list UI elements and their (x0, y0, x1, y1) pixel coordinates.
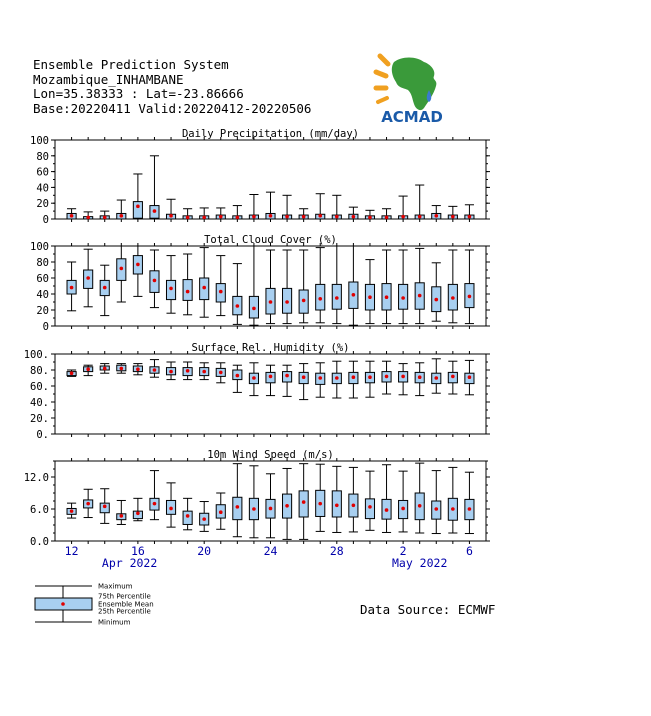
box-day-21 (399, 250, 408, 324)
mean-marker (269, 300, 273, 304)
mean-marker (236, 304, 240, 308)
mean-marker (269, 214, 273, 218)
mean-marker (285, 215, 289, 219)
box-day-11 (233, 264, 242, 325)
box-day-7 (166, 362, 175, 380)
mean-marker (468, 507, 472, 511)
mean-marker (418, 294, 422, 298)
box-day-24 (448, 361, 457, 394)
mean-marker (302, 375, 306, 379)
box-day-1 (67, 503, 76, 518)
mean-marker (252, 215, 256, 219)
y-tick-label: 100. (23, 349, 49, 361)
mean-marker (120, 214, 124, 218)
y-tick-label: 60 (36, 166, 49, 179)
box-day-23 (432, 206, 441, 219)
box-day-25 (465, 250, 474, 324)
y-tick-label: 60 (36, 273, 49, 285)
box-day-18 (349, 467, 358, 532)
box-day-20 (382, 361, 391, 394)
box-day-19 (365, 471, 374, 530)
box-day-3 (100, 211, 109, 219)
mean-marker (236, 216, 240, 220)
mean-marker (468, 375, 472, 379)
mean-marker (385, 295, 389, 299)
box-day-23 (432, 263, 441, 321)
mean-marker (269, 375, 273, 379)
mean-marker (136, 205, 140, 209)
box-day-17 (332, 361, 341, 398)
legend (35, 583, 154, 627)
panel-title: 10m Wind Speed (m/s) (207, 449, 334, 461)
y-tick-label: 60. (30, 381, 49, 393)
box-day-13 (266, 474, 275, 538)
mean-marker (451, 507, 455, 511)
mean-marker (136, 263, 140, 267)
box-day-12 (249, 363, 258, 396)
mean-marker (252, 307, 256, 311)
y-tick-label: 40 (36, 289, 49, 301)
mean-marker (219, 215, 223, 219)
box-day-16 (316, 194, 325, 219)
box-day-6 (150, 156, 159, 219)
box-day-20 (382, 209, 391, 219)
mean-marker (202, 517, 206, 521)
box-day-25 (465, 205, 474, 219)
box-day-1 (67, 209, 76, 219)
mean-marker (169, 370, 173, 374)
mean-marker (169, 507, 173, 511)
mean-marker (70, 286, 74, 290)
box-day-6 (150, 471, 159, 520)
y-tick-label: 0 (42, 321, 49, 333)
mean-marker (86, 367, 90, 371)
box-day-17 (332, 466, 341, 532)
box-day-8 (183, 209, 192, 219)
legend-p25-label: 25th Percentile (98, 607, 151, 616)
box-day-20 (382, 250, 391, 324)
mean-marker (285, 374, 289, 378)
panel-2 (30, 234, 490, 333)
mean-marker (136, 511, 140, 515)
mean-marker (186, 216, 190, 220)
box-day-14 (283, 250, 292, 324)
mean-marker (368, 375, 372, 379)
mean-marker (352, 215, 356, 219)
data-source: Data Source: ECMWF (360, 602, 496, 617)
mean-marker (169, 214, 173, 218)
box-day-8 (183, 362, 192, 380)
legend-mean-label: Ensemble Mean (98, 600, 154, 609)
box-day-11 (233, 464, 242, 537)
y-tick-label: 20. (30, 413, 49, 425)
box-day-22 (415, 185, 424, 219)
mean-marker (120, 367, 124, 371)
mean-marker (352, 503, 356, 507)
box-day-14 (283, 195, 292, 219)
title-line: Ensemble Prediction System (33, 57, 229, 72)
iqr-box (365, 499, 374, 519)
box-day-16 (316, 363, 325, 397)
box-day-19 (365, 210, 374, 219)
box-day-21 (399, 471, 408, 532)
mean-marker (269, 507, 273, 511)
y-tick-label: 100 (30, 241, 49, 253)
mean-marker (401, 375, 405, 379)
mean-marker (120, 267, 124, 271)
box-day-25 (465, 472, 474, 533)
panel-title: Surface Rel. Humidity (%) (191, 342, 350, 354)
box-day-5 (133, 246, 142, 296)
mean-marker (385, 216, 389, 220)
legend-minimum-label: Minimum (98, 618, 131, 627)
iqr-box (183, 511, 192, 524)
mean-marker (368, 295, 372, 299)
box-day-18 (349, 246, 358, 325)
mean-marker (120, 514, 124, 518)
mean-marker (401, 215, 405, 219)
mean-marker (70, 509, 74, 513)
panel-3 (24, 342, 490, 441)
y-tick-label: 0. (36, 429, 49, 441)
box-day-13 (266, 192, 275, 219)
month-label: May 2022 (391, 556, 448, 570)
box-day-10 (216, 363, 225, 383)
mean-marker (285, 300, 289, 304)
box-day-22 (415, 248, 424, 323)
mean-marker (335, 376, 339, 380)
iqr-box (133, 202, 142, 219)
box-day-15 (299, 250, 308, 323)
mean-marker (70, 371, 74, 375)
box-day-9 (200, 363, 209, 380)
y-tick-label: 12.0 (23, 472, 49, 484)
mean-marker (202, 286, 206, 290)
iqr-box (299, 491, 308, 517)
coordinates-line: Lon=35.38333 : Lat=-23.86666 (33, 86, 244, 101)
mean-marker (434, 298, 438, 302)
box-day-12 (249, 195, 258, 219)
mean-marker (451, 215, 455, 219)
box-day-3 (100, 364, 109, 374)
y-tick-label: 0 (42, 214, 49, 226)
box-day-24 (448, 467, 457, 533)
box-day-9 (200, 248, 209, 318)
box-day-6 (150, 360, 159, 378)
mean-marker (418, 504, 422, 508)
y-tick-label: 80. (30, 365, 49, 377)
box-day-10 (216, 208, 225, 219)
box-day-6 (150, 250, 159, 308)
y-tick-label: 40. (30, 397, 49, 409)
box-day-22 (415, 463, 424, 533)
box-day-16 (316, 248, 325, 323)
box-day-25 (465, 360, 474, 394)
box-day-19 (365, 260, 374, 324)
box-day-2 (84, 365, 93, 375)
mean-marker (318, 214, 322, 218)
box-day-14 (283, 468, 292, 539)
panel-1 (30, 128, 490, 226)
mean-marker (70, 214, 74, 218)
x-tick-label: 2 (399, 544, 407, 558)
y-tick-label: 100 (30, 135, 49, 147)
box-day-2 (84, 249, 93, 307)
mean-marker (302, 215, 306, 219)
mean-marker (385, 375, 389, 379)
mean-marker (219, 510, 223, 514)
box-day-3 (100, 265, 109, 315)
y-tick-label: 20 (36, 305, 49, 317)
mean-marker (236, 374, 240, 378)
box-day-15 (299, 364, 308, 400)
mean-marker (103, 505, 107, 509)
mean-marker (385, 508, 389, 512)
mean-marker (451, 375, 455, 379)
mean-marker (186, 369, 190, 373)
y-tick-label: 40 (36, 182, 49, 195)
box-day-23 (432, 471, 441, 534)
box-day-18 (349, 361, 358, 398)
box-day-13 (266, 365, 275, 395)
mean-marker (86, 502, 90, 506)
box-day-22 (415, 363, 424, 396)
box-day-24 (448, 206, 457, 219)
x-tick-label: 12 (64, 544, 79, 558)
mean-marker (451, 296, 455, 300)
mean-marker (335, 503, 339, 507)
mean-marker (368, 505, 372, 509)
mean-marker (401, 296, 405, 300)
x-tick-label: 20 (197, 544, 212, 558)
box-day-15 (299, 209, 308, 219)
logo-text: ACMAD (381, 108, 443, 126)
box-day-20 (382, 465, 391, 533)
x-tick-label: 16 (130, 544, 145, 558)
legend-maximum-label: Maximum (98, 582, 133, 591)
base-valid-line: Base:20220411 Valid:20220412-20220506 (33, 100, 312, 116)
x-tick-label: 28 (329, 544, 344, 558)
mean-marker (318, 502, 322, 506)
mean-marker (318, 376, 322, 380)
mean-marker (335, 215, 339, 219)
mean-marker (302, 299, 306, 303)
mean-marker (302, 500, 306, 504)
box-day-2 (84, 489, 93, 517)
box-day-7 (166, 483, 175, 527)
mean-marker (153, 502, 157, 506)
mean-marker (202, 216, 206, 220)
mean-marker (434, 376, 438, 380)
box-day-17 (332, 195, 341, 219)
box-day-11 (233, 365, 242, 392)
mean-marker (468, 295, 472, 299)
y-tick-label: 80 (36, 150, 49, 163)
box-day-12 (249, 246, 258, 325)
y-tick-label: 0.0 (30, 536, 49, 548)
mean-marker (368, 216, 372, 220)
mean-marker (335, 296, 339, 300)
mean-marker (401, 507, 405, 511)
box-day-12 (249, 466, 258, 538)
panel-title: Daily Precipitation (mm/day) (181, 128, 360, 140)
box-day-7 (166, 256, 175, 314)
box-day-23 (432, 359, 441, 393)
mean-marker (236, 505, 240, 509)
mean-marker (86, 216, 90, 220)
mean-marker (434, 507, 438, 511)
panel-title: Total Cloud Cover (%) (204, 234, 337, 246)
box-day-8 (183, 254, 192, 315)
box-day-18 (349, 207, 358, 219)
box-day-10 (216, 493, 225, 529)
mean-marker (352, 375, 356, 379)
y-tick-label: 20 (36, 198, 49, 211)
box-day-5 (133, 174, 142, 219)
mean-marker (186, 514, 190, 518)
mean-marker (219, 371, 223, 375)
legend-p75-label: 75th Percentile (98, 592, 151, 601)
mean-marker (103, 216, 107, 220)
box-day-9 (200, 502, 209, 532)
mean-marker (252, 507, 256, 511)
month-label: Apr 2022 (101, 556, 158, 570)
box-day-21 (399, 364, 408, 395)
x-tick-label: 24 (263, 544, 278, 558)
box-day-21 (399, 196, 408, 219)
box-day-19 (365, 361, 374, 397)
box-day-3 (100, 489, 109, 524)
box-day-4 (117, 200, 126, 219)
box-day-15 (299, 464, 308, 540)
mean-marker (86, 276, 90, 280)
box-day-17 (332, 246, 341, 324)
box-day-4 (117, 246, 126, 302)
panel-4 (24, 449, 490, 548)
box-day-5 (133, 498, 142, 520)
mean-marker (418, 215, 422, 219)
box-day-11 (233, 206, 242, 220)
mean-marker (103, 367, 107, 371)
mean-marker (219, 290, 223, 294)
box-day-14 (283, 365, 292, 396)
box-day-7 (166, 199, 175, 219)
box-day-16 (316, 464, 325, 531)
mean-marker (136, 367, 140, 371)
y-tick-label: 80 (36, 257, 49, 269)
mean-marker (418, 375, 422, 379)
mean-marker (318, 297, 322, 301)
x-tick-label: 6 (465, 544, 473, 558)
box-day-2 (84, 212, 93, 219)
mean-marker (252, 376, 256, 380)
box-day-4 (117, 500, 126, 524)
location-line: Mozambique_INHAMBANE (33, 71, 184, 87)
mean-marker (202, 370, 206, 374)
box-day-10 (216, 256, 225, 316)
mean-marker (153, 279, 157, 283)
box-day-9 (200, 208, 209, 219)
mean-marker (352, 293, 356, 297)
box-day-13 (266, 250, 275, 324)
mean-marker (468, 215, 472, 219)
mean-marker (153, 368, 157, 372)
box-day-4 (117, 364, 126, 374)
box-day-8 (183, 498, 192, 529)
mean-marker (186, 290, 190, 294)
box-day-5 (133, 364, 142, 375)
mean-marker (153, 209, 157, 213)
y-tick-label: 6.0 (30, 504, 49, 516)
box-day-1 (67, 370, 76, 376)
box-day-24 (448, 250, 457, 323)
box-day-1 (67, 262, 76, 311)
mean-marker (434, 214, 438, 218)
mean-marker (169, 287, 173, 291)
legend-mean-marker (61, 602, 65, 606)
mean-marker (103, 286, 107, 290)
mean-marker (285, 504, 289, 508)
